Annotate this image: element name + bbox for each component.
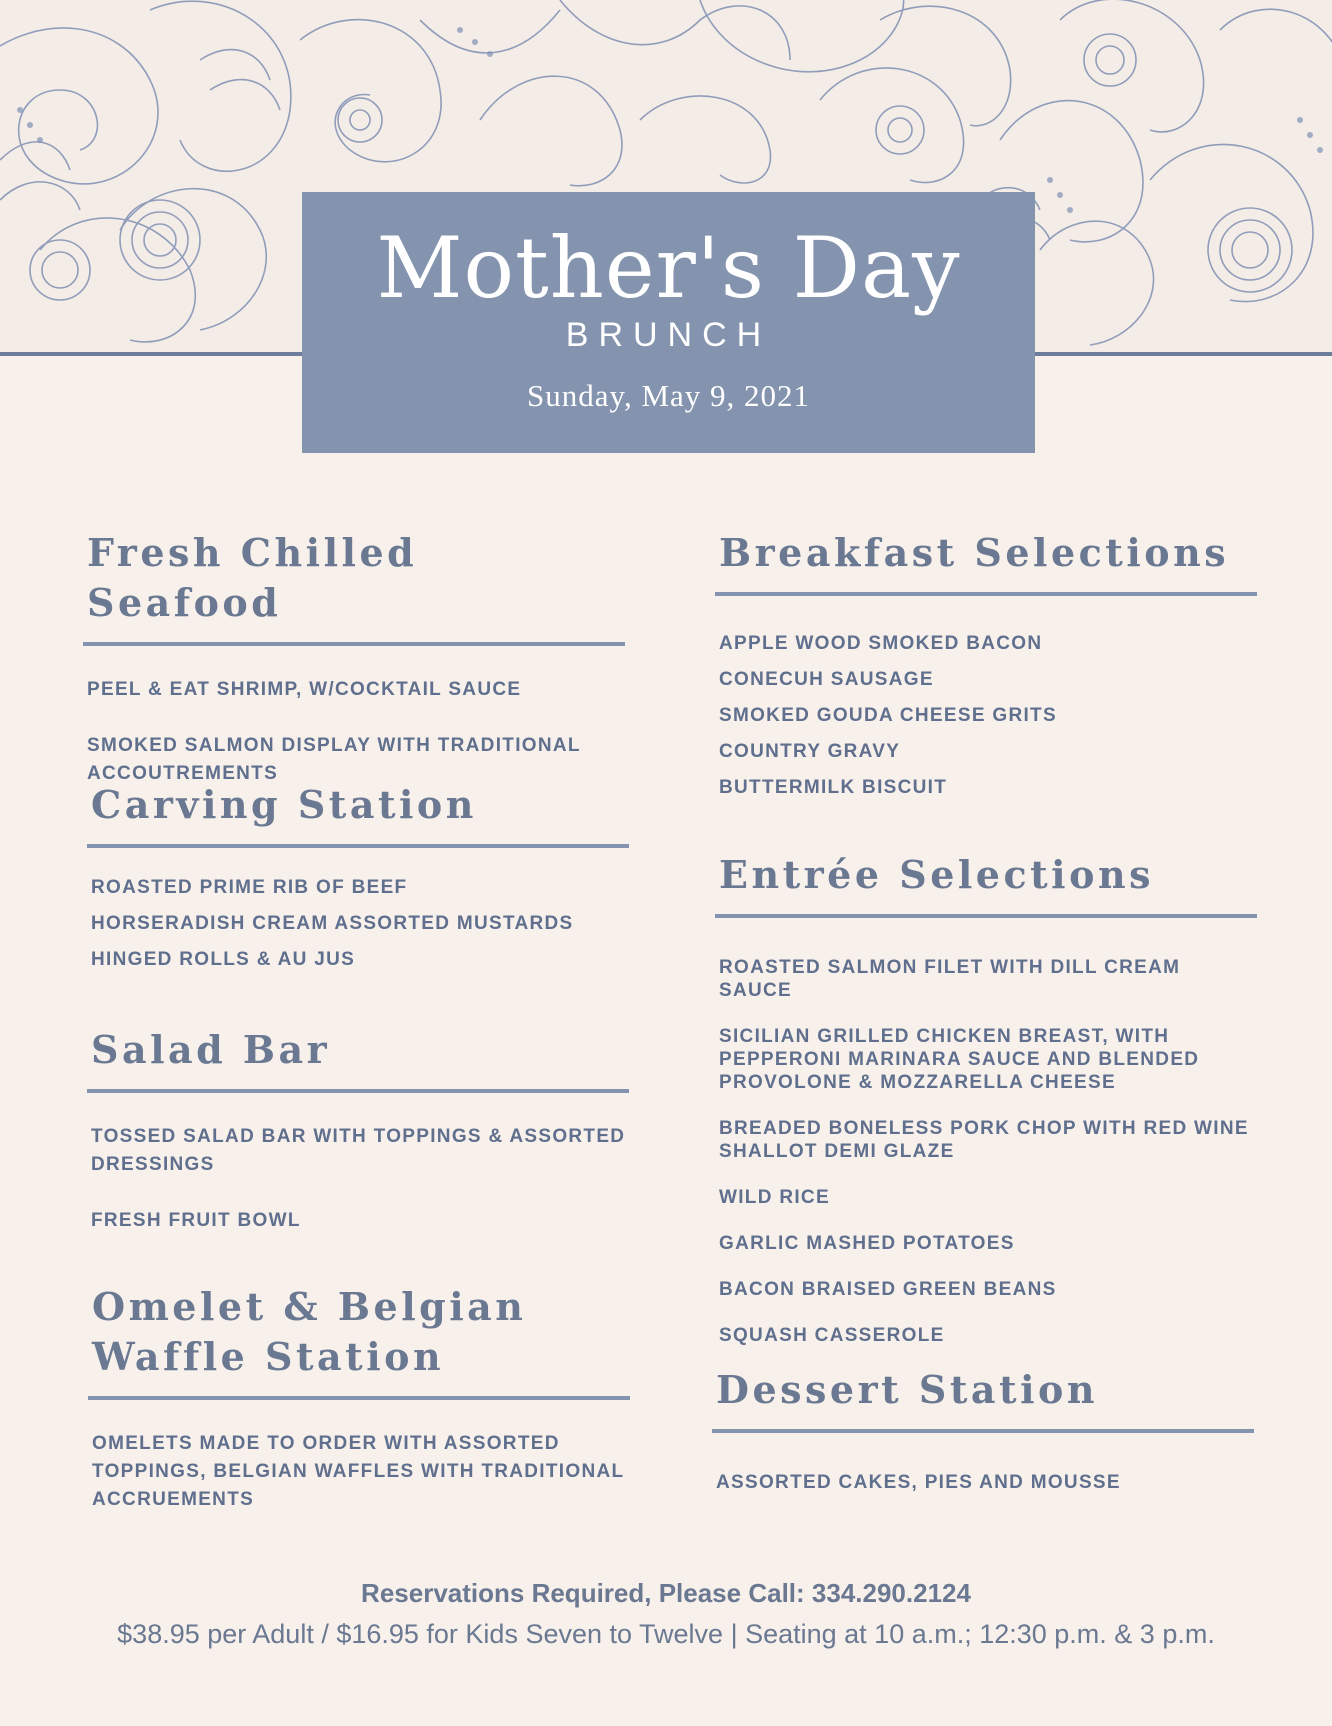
section-dessert-station — [712, 1365, 1254, 1525]
menu-item: BREADED BONELESS PORK CHOP WITH RED WINE SHALLOT DEMI GLAZE — [719, 1118, 1249, 1162]
section-title: Carving Station — [91, 782, 477, 827]
section-carving-station — [87, 780, 629, 982]
menu-item: SQUASH CASSEROLE — [719, 1325, 945, 1346]
menu-item: APPLE WOOD SMOKED BACON — [719, 633, 1043, 654]
section-title: Dessert Station — [716, 1367, 1098, 1412]
section-title: Breakfast Selections — [719, 530, 1230, 575]
page-title: Mother's Day — [376, 219, 961, 317]
menu-item: COUNTRY GRAVY — [719, 741, 901, 762]
section-divider — [715, 914, 1257, 918]
menu-item: CONECUH SAUSAGE — [719, 669, 934, 690]
title-panel — [302, 192, 1035, 453]
reservations-line: Reservations Required, Please Call: 334.290.2124 — [361, 1578, 971, 1608]
menu-item: BUTTERMILK BISCUIT — [719, 777, 948, 798]
menu-item: ASSORTED CAKES, PIES AND MOUSSE — [716, 1472, 1121, 1493]
menu-item: ROASTED SALMON FILET WITH DILL CREAM SAUCE — [719, 957, 1181, 1001]
menu-item: FRESH FRUIT BOWL — [91, 1210, 301, 1231]
section-title: Omelet & Belgian Waffle Station — [92, 1284, 527, 1379]
section-salad-bar — [87, 1025, 629, 1263]
menu-item: SMOKED GOUDA CHEESE GRITS — [719, 705, 1057, 726]
section-breakfast-selections — [715, 528, 1257, 810]
section-divider — [87, 844, 629, 848]
section-title: Fresh Chilled Seafood — [87, 530, 418, 625]
section-divider — [83, 642, 625, 646]
menu-item: SMOKED SALMON DISPLAY WITH TRADITIONAL ACCOUTREMENTS — [87, 735, 581, 784]
menu-item: OMELETS MADE TO ORDER WITH ASSORTED TOPPINGS, BELGIAN WAFFLES WITH TRADITIONAL ACCRUEMENTS — [92, 1433, 625, 1510]
menu-item: HORSERADISH CREAM ASSORTED MUSTARDS — [91, 913, 574, 934]
section-omelet-belgian-waffle-station — [88, 1282, 630, 1542]
section-title: Entrée Selections — [719, 852, 1154, 897]
page-subtitle: BRUNCH — [565, 316, 772, 354]
section-divider — [715, 592, 1257, 596]
menu-item: BACON BRAISED GREEN BEANS — [719, 1279, 1057, 1300]
menu-item: TOSSED SALAD BAR WITH TOPPINGS & ASSORTED DRESSINGS — [91, 1126, 626, 1175]
pricing-line: $38.95 per Adult / $16.95 for Kids Seven to Twelve | Seating at 10 a.m.; 12:30 p.m. & 3 p.m. — [117, 1619, 1215, 1649]
section-divider — [712, 1429, 1254, 1433]
section-divider — [88, 1396, 630, 1400]
menu-item: PEEL & EAT SHRIMP, W/COCKTAIL SAUCE — [87, 679, 522, 700]
menu-item: WILD RICE — [719, 1187, 830, 1208]
menu-item: GARLIC MASHED POTATOES — [719, 1233, 1015, 1254]
section-entree-selections — [715, 850, 1257, 1370]
section-fresh-chilled-seafood — [83, 528, 625, 816]
menu-item: ROASTED PRIME RIB OF BEEF — [91, 877, 408, 898]
section-divider — [87, 1089, 629, 1093]
menu-item: HINGED ROLLS & AU JUS — [91, 949, 356, 970]
menu-item: SICILIAN GRILLED CHICKEN BREAST, WITH PEPPERONI MARINARA SAUCE AND BLENDED PROVOLONE & MOZZARELLA CHEESE — [719, 1026, 1200, 1093]
section-title: Salad Bar — [91, 1027, 331, 1072]
event-date: Sunday, May 9, 2021 — [526, 378, 811, 413]
